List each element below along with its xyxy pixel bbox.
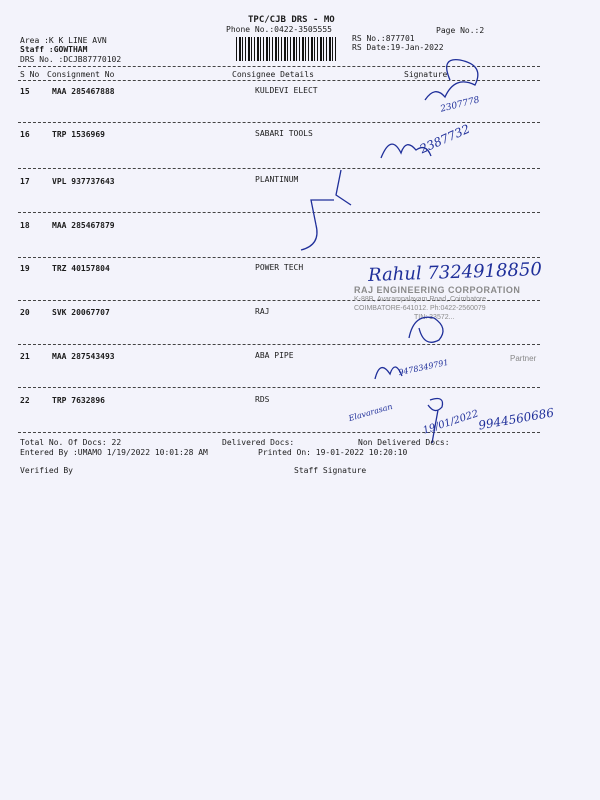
staff-label: Staff :GOWTHAM xyxy=(20,45,88,54)
handwriting-row19: Rahul 7324918850 xyxy=(367,258,543,287)
row-consignment: TRP 7632896 xyxy=(52,396,105,405)
col-header-signature: Signature xyxy=(404,70,448,79)
row-sno: 18 xyxy=(20,221,30,230)
non-delivered-docs: Non Delivered Docs: xyxy=(358,438,450,447)
row-divider xyxy=(18,344,540,345)
row-sno: 20 xyxy=(20,308,30,317)
signature-row20 xyxy=(404,308,454,348)
rs-number: RS No.:877701 xyxy=(352,34,415,43)
stamp-address-line2: COIMBATORE-641012. Ph:0422-2560079 xyxy=(354,305,486,312)
row-consignee: PLANTINUM xyxy=(255,175,299,184)
row-consignment: SVK 20067707 xyxy=(52,308,110,317)
row-divider xyxy=(18,432,540,433)
handwriting-row16: 2387732 xyxy=(417,121,472,157)
handwriting-row22-date: 19/01/2022 xyxy=(421,408,480,437)
row-consignee: KULDEVI ELECT xyxy=(255,86,318,95)
handwriting-row15: 2307778 xyxy=(439,95,481,115)
rs-date: RS Date:19-Jan-2022 xyxy=(352,43,444,52)
row-consignee: RDS xyxy=(255,395,270,404)
signature-row15 xyxy=(415,55,495,105)
handwriting-row21: 9478349791 xyxy=(397,357,450,378)
verified-by: Verified By xyxy=(20,466,73,475)
row-sno: 17 xyxy=(20,177,30,186)
row-sno: 16 xyxy=(20,130,30,139)
row-sno: 15 xyxy=(20,87,30,96)
handwriting-row22-name: Elavarasan xyxy=(347,401,394,424)
row-divider xyxy=(18,168,540,169)
row-consignment: VPL 937737643 xyxy=(52,177,115,186)
page-number: Page No.:2 xyxy=(436,26,485,35)
drs-number: DRS No. :DCJB87770102 xyxy=(20,55,122,64)
stamp-address-line1: K-88B, Avarampalayam Road, Coimbatore xyxy=(354,296,487,303)
row-divider xyxy=(18,387,540,388)
row-sno: 21 xyxy=(20,352,30,361)
barcode xyxy=(236,37,336,61)
row-consignee: SABARI TOOLS xyxy=(255,129,313,138)
row-consignment: TRZ 40157804 xyxy=(52,264,110,273)
entered-by: Entered By :UMAMO 1/19/2022 10:01:28 AM xyxy=(20,448,208,457)
row-consignment: TRP 1536969 xyxy=(52,130,105,139)
stamp-address-line3: TIN: 33572... xyxy=(414,314,455,321)
row-consignee: POWER TECH xyxy=(255,263,304,272)
col-header-consignee: Consignee Details xyxy=(232,70,314,79)
total-docs: Total No. Of Docs: 22 xyxy=(20,438,122,447)
printed-on: Printed On: 19-01-2022 10:20:10 xyxy=(258,448,408,457)
delivered-docs: Delivered Docs: xyxy=(222,438,295,447)
row-divider xyxy=(18,257,540,258)
row-consignee: RAJ xyxy=(255,307,270,316)
stamp-partner-label: Partner xyxy=(510,354,537,363)
stamp-company-name: RAJ ENGINEERING CORPORATION xyxy=(354,285,521,295)
row-consignment: MAA 285467879 xyxy=(52,221,115,230)
col-header-consignment: Consignment No xyxy=(47,70,115,79)
signature-row17-18 xyxy=(296,165,366,255)
handwriting-row22-phone: 9944560686 xyxy=(477,405,555,433)
row-consignment: MAA 285467888 xyxy=(52,87,115,96)
phone-number: Phone No.:0422-3505555 xyxy=(226,25,332,34)
row-divider xyxy=(18,212,540,213)
row-consignment: MAA 287543493 xyxy=(52,352,115,361)
col-header-sno: S No xyxy=(20,70,40,79)
row-consignee: ABA PIPE xyxy=(255,351,294,360)
row-sno: 22 xyxy=(20,396,30,405)
area-label: Area :K K LINE AVN xyxy=(20,36,107,45)
doc-title: TPC/CJB DRS - MO xyxy=(248,15,335,25)
staff-signature: Staff Signature xyxy=(294,466,367,475)
row-sno: 19 xyxy=(20,264,30,273)
